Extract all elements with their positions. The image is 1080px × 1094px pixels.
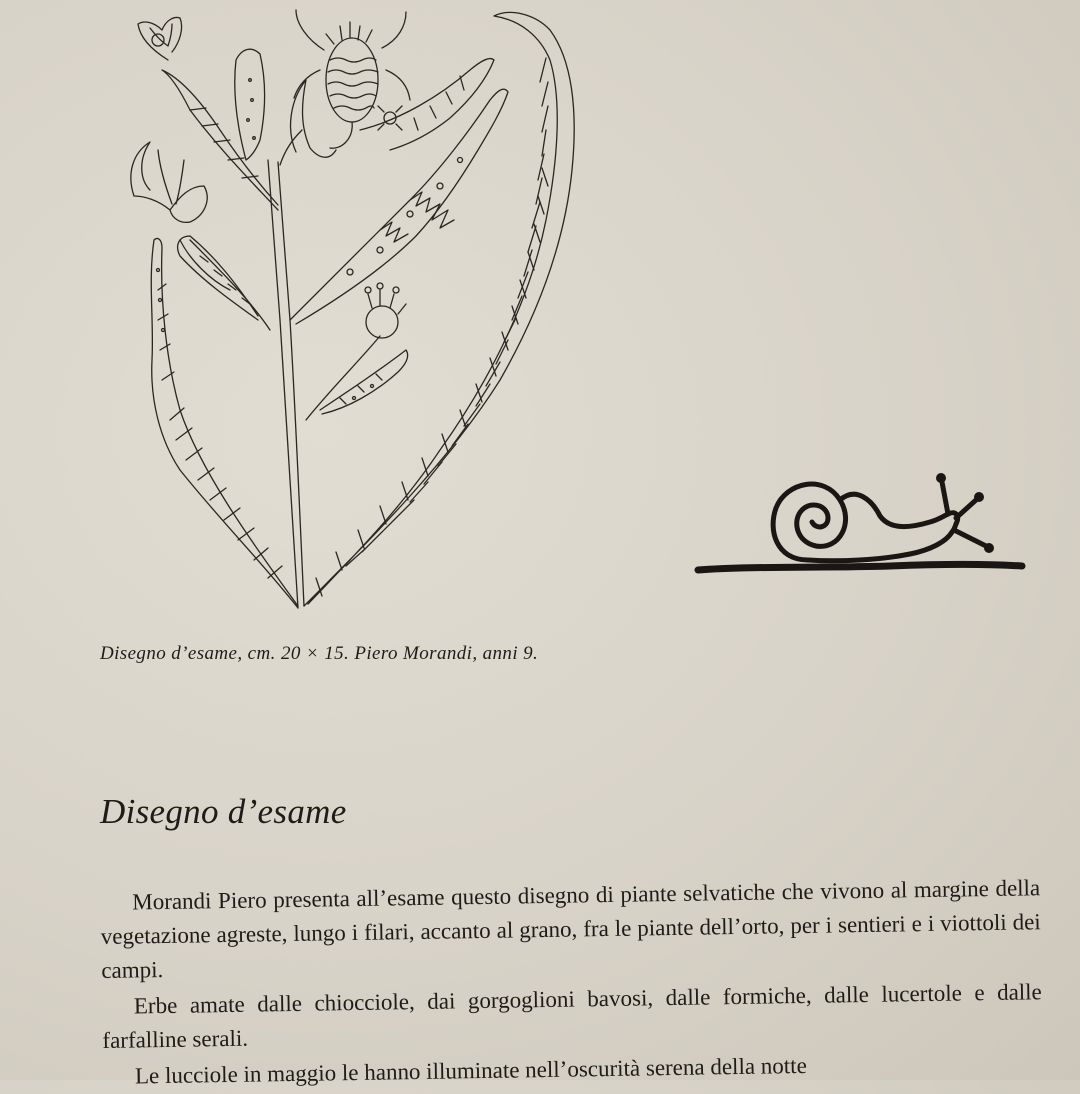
paragraph-1: Morandi Piero presenta all’esame questo disegno di piante selvatiche che vivono al margine della vegetazione agreste, lungo i filari, accanto al grano, fra le piante dell’orto, per i sentieri e i viottoli dei campi.	[100, 875, 1041, 983]
paragraph-2: Erbe amate dalle chiocciole, dai gorgoglioni bavosi, dalle formiche, dalle lucertole e dalle farfalline serali.	[102, 979, 1042, 1053]
plant-drawing	[110, 0, 590, 620]
body-text	[100, 871, 1043, 1094]
paragraph-3: Le lucciole in maggio le hanno illuminate nell’oscurità serena della notte	[134, 1052, 807, 1089]
section-title: Disegno d’esame	[100, 792, 347, 831]
snail-drawing	[690, 460, 1030, 590]
figure-caption: Disegno d’esame, cm. 20 × 15. Piero Morandi, anni 9.	[100, 643, 539, 664]
